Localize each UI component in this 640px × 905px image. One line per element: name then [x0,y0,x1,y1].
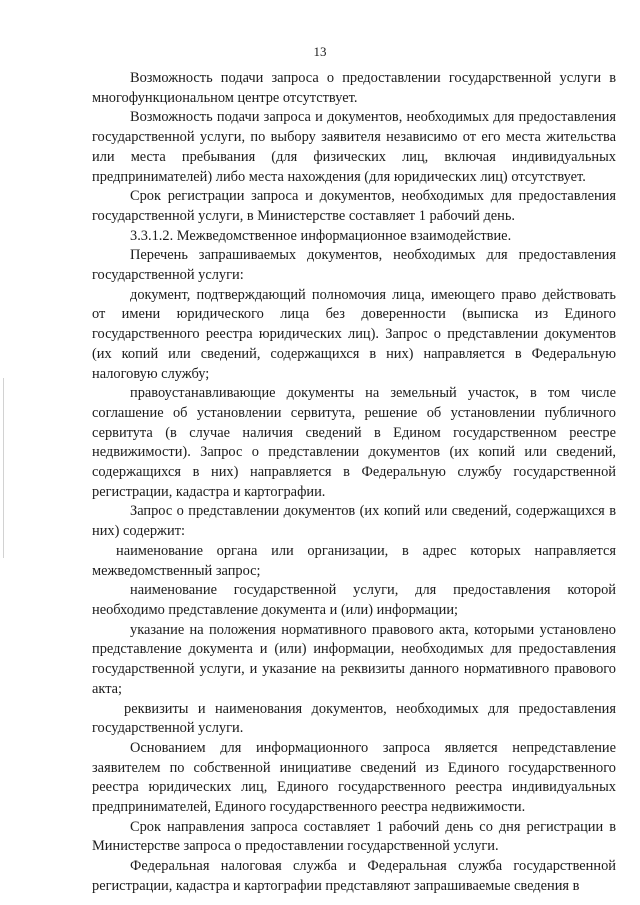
paragraph-mfc-unavailable: Возможность подачи запроса о предоставлении государственной услуги в многофункциональном центре отсутствует. [92,70,616,106]
paragraph-requested-documents-list: Перечень запрашиваемых документов, необходимых для предоставления государственной услуги: [92,247,616,284]
paragraph-request-contents: Запрос о представлении документов (их копий или сведений, содержащихся в них) содержит: [92,503,616,540]
list-item-organization-name: наименование органа или организации, в адрес которых направляется межведомственный запрос; [92,542,616,579]
list-item-service-name: наименование государственной услуги, для предоставления которой необходимо представление документа и (или) информации; [92,582,616,618]
paragraph-request-basis: Основанием для информационного запроса является непредставление заявителем по собственной инициативе сведений из Единого государственного реестра юридических лиц, Единого государственного реестра индивидуальных предпринимателей, Единого государственного реестра недвижимости. [92,739,616,816]
list-item-document-details: реквизиты и наименования документов, необходимых для предоставления государственной услуги. [92,700,616,737]
paragraph-request-term: Срок направления запроса составляет 1 рабочий день со дня регистрации в Министерстве запроса о предоставлении государственной услуги. [92,818,616,855]
list-item-legal-act-reference: указание на положения нормативного правового акта, которыми установлено представление документа и (или) информации, необходимых для предоставления государственной услуги, и указание на реквизиты данного нормативного правового акта; [92,621,616,697]
body-text [92,69,616,897]
list-item-land-title-documents: правоустанавливающие документы на земельный участок, в том числе соглашение об установлении сервитута, решение об установлении публичного сервитута (в случае наличия сведений в Едином государственном реестре недвижимости). Запрос о представлении документов (их копий или сведений, содержащихся в них) направляется в Федеральную службу государственной регистрации, кадастра и картографии. [92,385,616,500]
scan-margin-mark [3,378,4,558]
paragraph-federal-services-response: Федеральная налоговая служба и Федеральная служба государственной регистрации, кадастра и картографии представляют запрашиваемые сведения в [92,858,616,894]
list-item-authority-document: документ, подтверждающий полномочия лица, имеющего право действовать от имени юридического лица без доверенности (выписка из Единого государственного реестра юридических лиц). Запрос о представлении документов (их копий или сведений, содержащихся в них) направляется в Федеральную налоговую службу; [92,286,616,382]
paragraph-extraterritorial-unavailable: Возможность подачи запроса и документов, необходимых для предоставления государственной услуги, по выбору заявителя независимо от его места жительства или места пребывания (для физических лиц, включая индивидуальных предпринимателей) либо места нахождения (для юридических лиц) отсутствует. [92,109,616,185]
section-heading-3-3-1-2: 3.3.1.2. Межведомственное информационное взаимодействие. [130,227,512,244]
page-number: 13 [313,44,327,59]
paragraph-registration-term: Срок регистрации запроса и документов, необходимых для предоставления государственной услуги, в Министерстве составляет 1 рабочий день. [92,188,616,224]
